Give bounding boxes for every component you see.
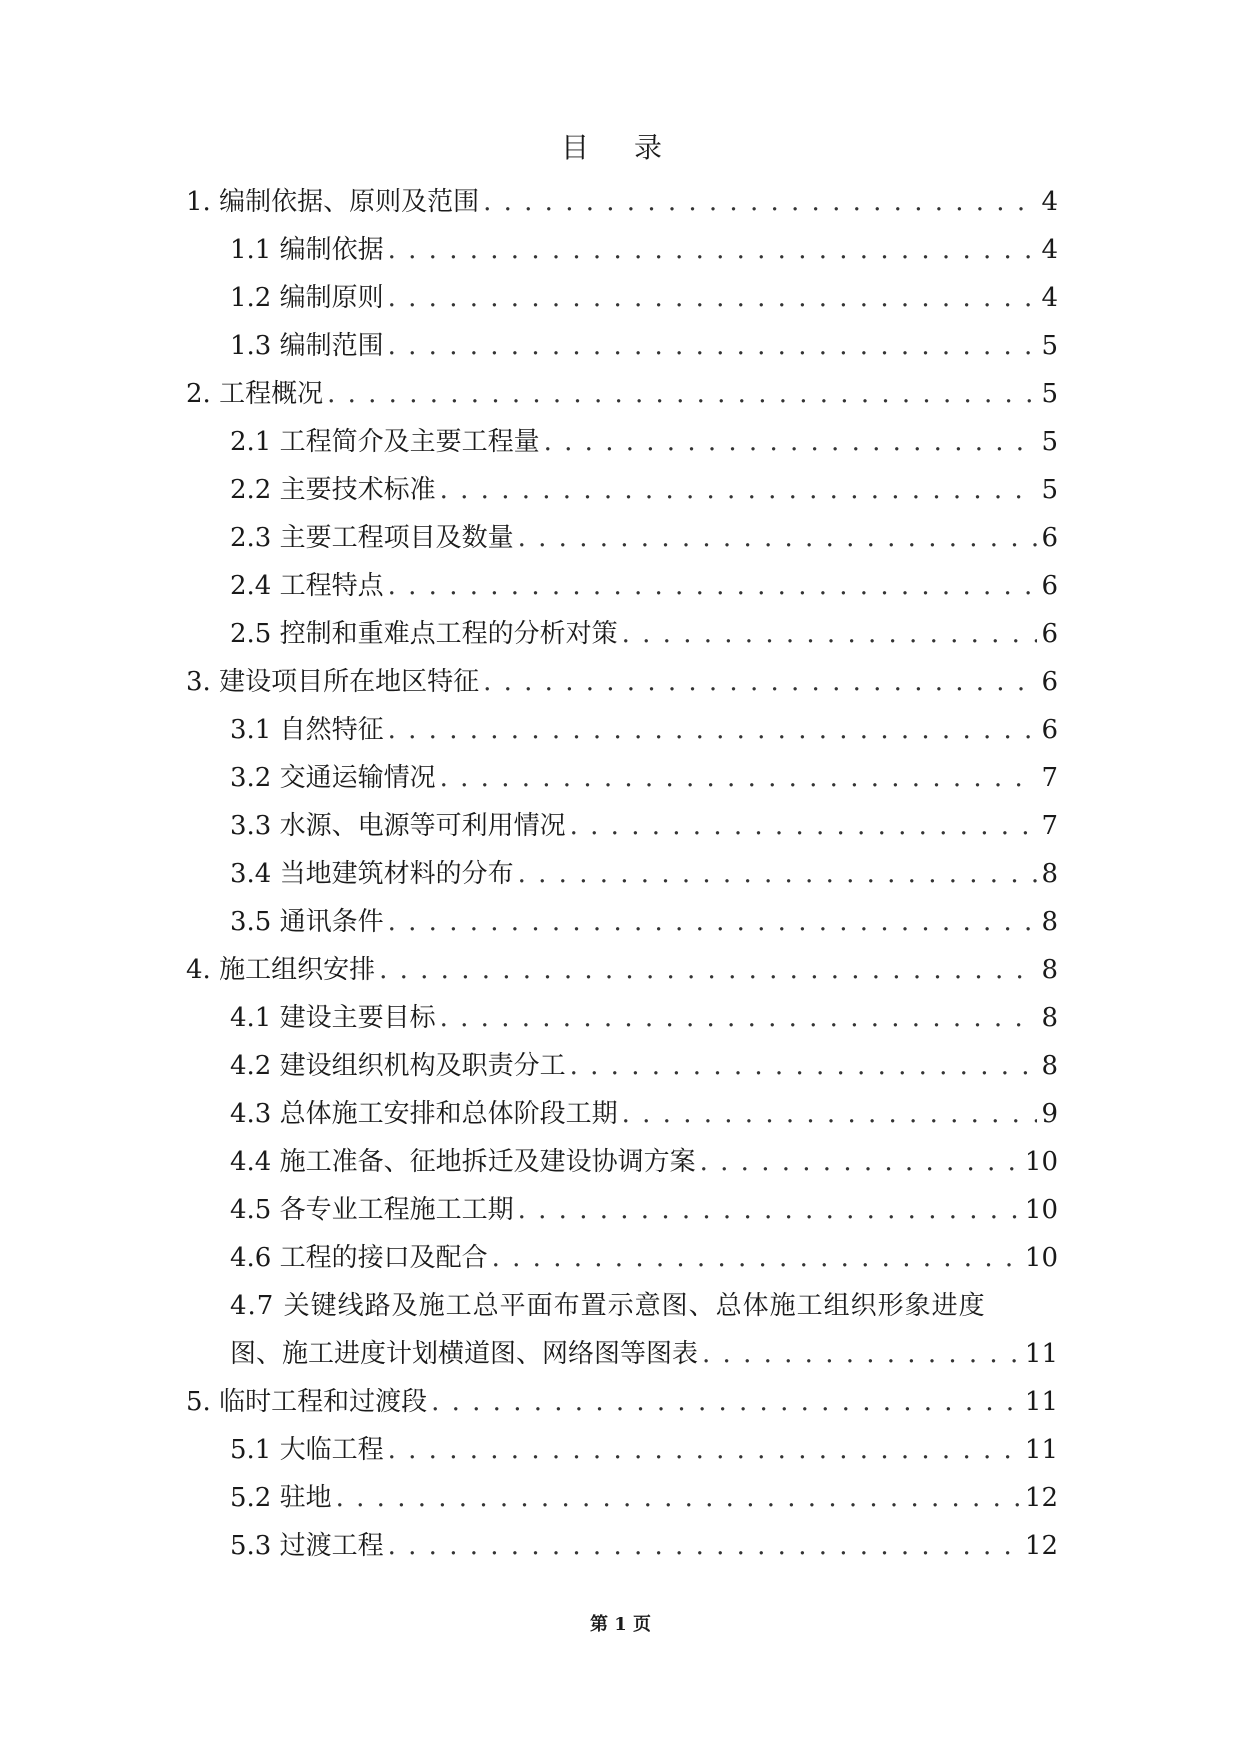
toc-entry-label: 4.1 建设主要目标 [230, 1003, 436, 1033]
toc-entry-label: 1.3 编制范围 [230, 331, 384, 361]
toc-entry-page: 5 [1041, 331, 1058, 361]
toc-leader-dots [518, 1186, 1021, 1234]
toc-entry-page: 4 [1041, 235, 1058, 265]
toc-entry-label: 4.3 总体施工安排和总体阶段工期 [230, 1099, 618, 1129]
toc-leader-dots [570, 1042, 1038, 1090]
toc-entry-page: 12 [1024, 1483, 1058, 1513]
toc-entry-label: 4.5 各专业工程施工工期 [230, 1195, 514, 1225]
toc-leader-dots [702, 1330, 1021, 1378]
toc-entry-label: 2.5 控制和重难点工程的分析对策 [230, 619, 618, 649]
toc-entry-label: 3.3 水源、电源等可利用情况 [230, 811, 566, 841]
toc-entry[interactable] [186, 946, 1058, 994]
toc-entry-page: 9 [1041, 1099, 1058, 1129]
toc-leader-dots [483, 178, 1037, 226]
toc-entry-page: 11 [1024, 1387, 1058, 1417]
toc-entry-page: 5 [1041, 379, 1058, 409]
toc-leader-dots [700, 1138, 1021, 1186]
toc-entry[interactable] [186, 658, 1058, 706]
toc-leader-dots [622, 1090, 1038, 1138]
toc-entry-label-continued: 图、施工进度计划横道图、网络图等图表 [230, 1339, 699, 1369]
toc-entry-label: 2.1 工程简介及主要工程量 [230, 427, 540, 457]
toc-entry-page: 10 [1024, 1147, 1058, 1177]
toc-entry-label: 2.4 工程特点 [230, 571, 384, 601]
toc-entry-label: 5.2 驻地 [230, 1483, 332, 1513]
toc-leader-dots [388, 322, 1038, 370]
toc-leader-dots [570, 802, 1038, 850]
toc-entry-page: 6 [1041, 715, 1058, 745]
toc-entry[interactable] [186, 226, 1058, 274]
toc-entry[interactable] [186, 850, 1058, 898]
toc-entry[interactable] [186, 178, 1058, 226]
page-number-footer: 第 1 页 [589, 1614, 652, 1635]
toc-entry-label: 1.1 编制依据 [230, 235, 384, 265]
toc-leader-dots [431, 1378, 1021, 1426]
toc-entry[interactable] [186, 1042, 1058, 1090]
toc-leader-dots [336, 1474, 1021, 1522]
toc-leader-dots [518, 514, 1038, 562]
toc-leader-dots [544, 418, 1038, 466]
toc-entry-page: 7 [1041, 763, 1058, 793]
toc-leader-dots [483, 658, 1037, 706]
toc-entry[interactable] [186, 1186, 1058, 1234]
toc-entry[interactable] [186, 802, 1058, 850]
toc-entry-page: 8 [1041, 1003, 1058, 1033]
toc-entry-page: 11 [1024, 1339, 1058, 1369]
toc-entry-label: 2.3 主要工程项目及数量 [230, 523, 514, 553]
toc-entry[interactable] [186, 322, 1058, 370]
toc-entry-label: 1. 编制依据、原则及范围 [186, 187, 480, 217]
toc-leader-dots [388, 274, 1038, 322]
toc-entry[interactable] [186, 898, 1058, 946]
toc-leader-dots [388, 226, 1038, 274]
toc-entry-label: 2. 工程概况 [186, 379, 324, 409]
toc-entry-label: 3.5 通讯条件 [230, 907, 384, 937]
toc-leader-dots [388, 1522, 1021, 1570]
toc-entry[interactable] [186, 610, 1058, 658]
toc-leader-dots [388, 706, 1038, 754]
toc-entry-page: 8 [1041, 955, 1058, 985]
toc-entry[interactable] [186, 1234, 1058, 1282]
toc-entry-page: 8 [1041, 859, 1058, 889]
toc-entry[interactable] [186, 754, 1058, 802]
toc-entry-page: 12 [1024, 1531, 1058, 1561]
toc-leader-dots [518, 850, 1038, 898]
toc-leader-dots [388, 898, 1038, 946]
toc-leader-dots [379, 946, 1037, 994]
toc-entry[interactable] [186, 1138, 1058, 1186]
toc-entry-label: 4. 施工组织安排 [186, 955, 376, 985]
toc-entry-page: 6 [1041, 619, 1058, 649]
toc-entry-label: 4.2 建设组织机构及职责分工 [230, 1051, 566, 1081]
toc-entry-page: 8 [1041, 907, 1058, 937]
toc-entry[interactable] [186, 562, 1058, 610]
toc-entry-page: 10 [1024, 1243, 1058, 1273]
toc-entry-label: 3.1 自然特征 [230, 715, 384, 745]
toc-entry-page: 6 [1041, 523, 1058, 553]
toc-entry[interactable] [186, 994, 1058, 1042]
toc-leader-dots [492, 1234, 1021, 1282]
toc-leader-dots [440, 754, 1038, 802]
toc-entry[interactable] [186, 1426, 1058, 1474]
toc-entry-label: 5.1 大临工程 [230, 1435, 384, 1465]
toc-entry[interactable] [186, 1282, 1058, 1378]
toc-entry-page: 6 [1041, 571, 1058, 601]
toc-entry-page: 4 [1041, 283, 1058, 313]
toc-entry[interactable] [186, 706, 1058, 754]
toc-entry-label: 1.2 编制原则 [230, 283, 384, 313]
toc-entry-label: 3. 建设项目所在地区特征 [186, 667, 480, 697]
toc-entry[interactable] [186, 1474, 1058, 1522]
toc-entry-page: 5 [1041, 427, 1058, 457]
toc-entry-label: 5. 临时工程和过渡段 [186, 1387, 428, 1417]
toc-entry[interactable] [186, 1522, 1058, 1570]
toc-leader-dots [622, 610, 1038, 658]
toc-entry[interactable] [186, 370, 1058, 418]
toc-entry-page: 10 [1024, 1195, 1058, 1225]
toc-entry-label: 3.2 交通运输情况 [230, 763, 436, 793]
toc-entry[interactable] [186, 418, 1058, 466]
toc-entry-label: 4.7 关键线路及施工总平面布置示意图、总体施工组织形象进度 [230, 1291, 986, 1321]
toc-leader-dots [388, 562, 1038, 610]
toc-entry[interactable] [186, 466, 1058, 514]
toc-entry-continuation [186, 1330, 1058, 1378]
toc-entry-page: 5 [1041, 475, 1058, 505]
toc-entry-label: 2.2 主要技术标准 [230, 475, 436, 505]
toc-entry-page: 6 [1041, 667, 1058, 697]
toc-leader-dots [327, 370, 1037, 418]
toc-entry-label: 4.4 施工准备、征地拆迁及建设协调方案 [230, 1147, 696, 1177]
toc-entry-label: 4.6 工程的接口及配合 [230, 1243, 488, 1273]
toc-leader-dots [388, 1426, 1021, 1474]
toc-entry-page: 4 [1041, 187, 1058, 217]
toc-entry-page: 7 [1041, 811, 1058, 841]
toc-leader-dots [440, 994, 1038, 1042]
toc-leader-dots [440, 466, 1038, 514]
toc-entry[interactable] [186, 274, 1058, 322]
toc-entry-label: 5.3 过渡工程 [230, 1531, 384, 1561]
page-title: 目 录 [561, 131, 680, 164]
toc-entry-page: 11 [1024, 1435, 1058, 1465]
toc-entry[interactable] [186, 1378, 1058, 1426]
toc-entry[interactable] [186, 514, 1058, 562]
toc-entry[interactable] [186, 1090, 1058, 1138]
toc-entry-label: 3.4 当地建筑材料的分布 [230, 859, 514, 889]
toc-entry-page: 8 [1041, 1051, 1058, 1081]
table-of-contents [186, 178, 1058, 1570]
